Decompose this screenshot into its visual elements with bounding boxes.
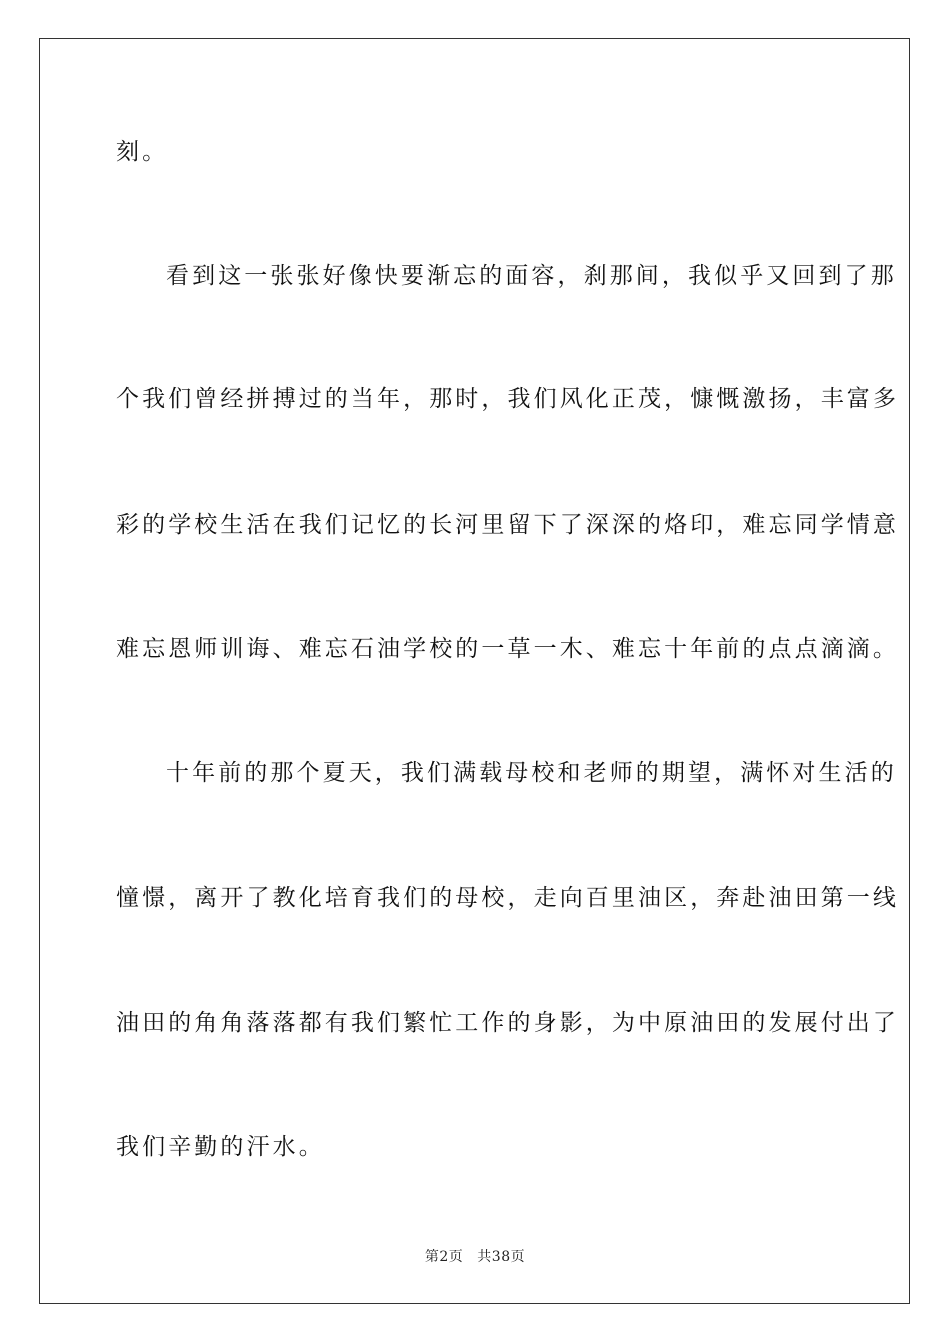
text-line-4: 彩的学校生活在我们记忆的长河里留下了深深的烙印，难忘同学情意 xyxy=(116,512,899,538)
page-total: 共38页 xyxy=(477,1249,526,1265)
text-line-2: 看到这一张张好像快要渐忘的面容，刹那间，我似乎又回到了那 xyxy=(166,263,897,289)
text-line-5: 难忘恩师训诲、难忘石油学校的一草一木、难忘十年前的点点滴滴。 xyxy=(116,636,899,662)
page-border xyxy=(39,38,910,1304)
text-line-9: 我们辛勤的汗水。 xyxy=(116,1134,325,1160)
text-line-1: 刻。 xyxy=(116,139,169,165)
page-footer xyxy=(0,1248,950,1266)
text-line-8: 油田的角角落落都有我们繁忙工作的身影，为中原油田的发展付出了 xyxy=(116,1010,899,1036)
text-line-3: 个我们曾经拼搏过的当年，那时，我们风化正茂，慷慨激扬，丰富多 xyxy=(116,386,899,412)
page-number: 第2页 xyxy=(424,1249,464,1265)
text-line-7: 憧憬，离开了教化培育我们的母校，走向百里油区，奔赴油田第一线 xyxy=(116,885,899,911)
text-line-6: 十年前的那个夏天，我们满载母校和老师的期望，满怀对生活的 xyxy=(166,760,897,786)
